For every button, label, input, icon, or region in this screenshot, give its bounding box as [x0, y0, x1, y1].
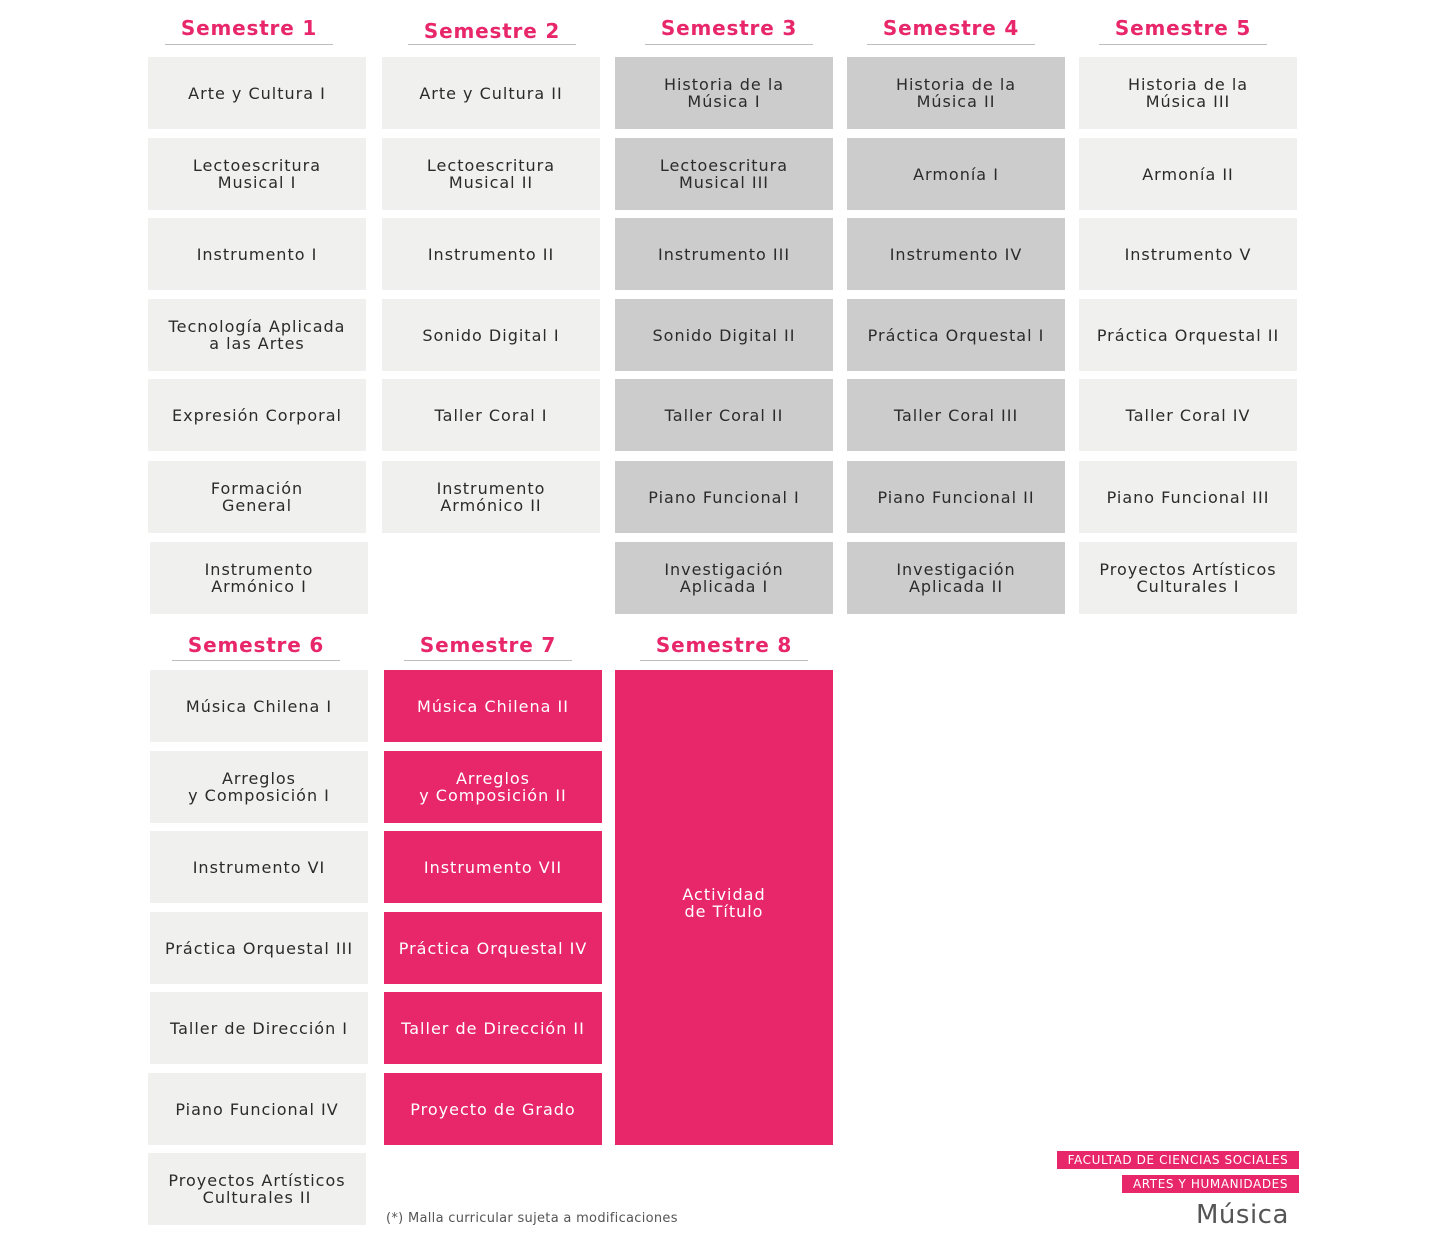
course-card: Taller de Dirección II	[384, 992, 602, 1064]
course-card: Investigación Aplicada II	[847, 542, 1065, 614]
course-card: Práctica Orquestal IV	[384, 912, 602, 984]
course-card: Instrumento VII	[384, 831, 602, 903]
faculty-badge-sub: ARTES Y HUMANIDADES	[1122, 1175, 1299, 1193]
course-card: Historia de la Música I	[615, 57, 833, 129]
course-card: Lectoescritura Musical I	[148, 138, 366, 210]
course-card: Armonía I	[847, 138, 1065, 210]
course-card: Formación General	[148, 461, 366, 533]
course-card: Piano Funcional IV	[148, 1073, 366, 1145]
semester-1-underline	[165, 44, 333, 45]
semester-8-underline	[640, 660, 808, 661]
course-card: Instrumento VI	[150, 831, 368, 903]
course-card: Piano Funcional I	[615, 461, 833, 533]
semester-7-underline	[404, 660, 572, 661]
course-card: Taller Coral III	[847, 379, 1065, 451]
course-card: Sonido Digital I	[382, 299, 600, 371]
course-card: Sonido Digital II	[615, 299, 833, 371]
course-card: Instrumento I	[148, 218, 366, 290]
course-card: Taller Coral IV	[1079, 379, 1297, 451]
course-card: Práctica Orquestal I	[847, 299, 1065, 371]
semester-4-title: Semestre 4	[882, 16, 1020, 40]
course-card: Piano Funcional II	[847, 461, 1065, 533]
course-card: Práctica Orquestal III	[150, 912, 368, 984]
course-card: Taller de Dirección I	[150, 992, 368, 1064]
course-card: Instrumento Armónico II	[382, 461, 600, 533]
semester-4-underline	[867, 44, 1035, 45]
course-card: Expresión Corporal	[148, 379, 366, 451]
semester-2-title: Semestre 2	[423, 19, 561, 43]
course-card: Instrumento V	[1079, 218, 1297, 290]
course-card: Proyectos Artísticos Culturales II	[148, 1153, 366, 1225]
course-card: Arte y Cultura I	[148, 57, 366, 129]
course-card-thesis: Actividad de Título	[615, 670, 833, 1145]
course-card: Lectoescritura Musical II	[382, 138, 600, 210]
semester-5-title: Semestre 5	[1114, 16, 1252, 40]
course-card: Práctica Orquestal II	[1079, 299, 1297, 371]
course-card: Arreglos y Composición II	[384, 751, 602, 823]
course-card: Instrumento Armónico I	[150, 542, 368, 614]
semester-8-title: Semestre 8	[655, 633, 793, 657]
course-card: Arte y Cultura II	[382, 57, 600, 129]
semester-6-underline	[172, 660, 340, 661]
course-card: Música Chilena II	[384, 670, 602, 742]
course-card: Historia de la Música II	[847, 57, 1065, 129]
semester-1-title: Semestre 1	[180, 16, 318, 40]
semester-6-title: Semestre 6	[187, 633, 325, 657]
course-card: Investigación Aplicada I	[615, 542, 833, 614]
course-card: Tecnología Aplicada a las Artes	[148, 299, 366, 371]
semester-7-title: Semestre 7	[419, 633, 557, 657]
course-card: Taller Coral II	[615, 379, 833, 451]
semester-5-underline	[1099, 44, 1267, 45]
course-card: Arreglos y Composición I	[150, 751, 368, 823]
course-card: Instrumento III	[615, 218, 833, 290]
course-card: Instrumento IV	[847, 218, 1065, 290]
course-card: Armonía II	[1079, 138, 1297, 210]
course-card: Proyectos Artísticos Culturales I	[1079, 542, 1297, 614]
semester-3-underline	[645, 44, 813, 45]
course-card: Taller Coral I	[382, 379, 600, 451]
course-card: Lectoescritura Musical III	[615, 138, 833, 210]
course-card: Instrumento II	[382, 218, 600, 290]
course-card: Historia de la Música III	[1079, 57, 1297, 129]
semester-2-underline	[408, 44, 576, 45]
music-logo: Música	[1196, 1200, 1289, 1230]
course-card: Música Chilena I	[150, 670, 368, 742]
semester-3-title: Semestre 3	[660, 16, 798, 40]
course-card: Piano Funcional III	[1079, 461, 1297, 533]
faculty-badge: FACULTAD DE CIENCIAS SOCIALES	[1057, 1151, 1299, 1169]
footnote: (*) Malla curricular sujeta a modificaciones	[386, 1211, 678, 1226]
course-card: Proyecto de Grado	[384, 1073, 602, 1145]
